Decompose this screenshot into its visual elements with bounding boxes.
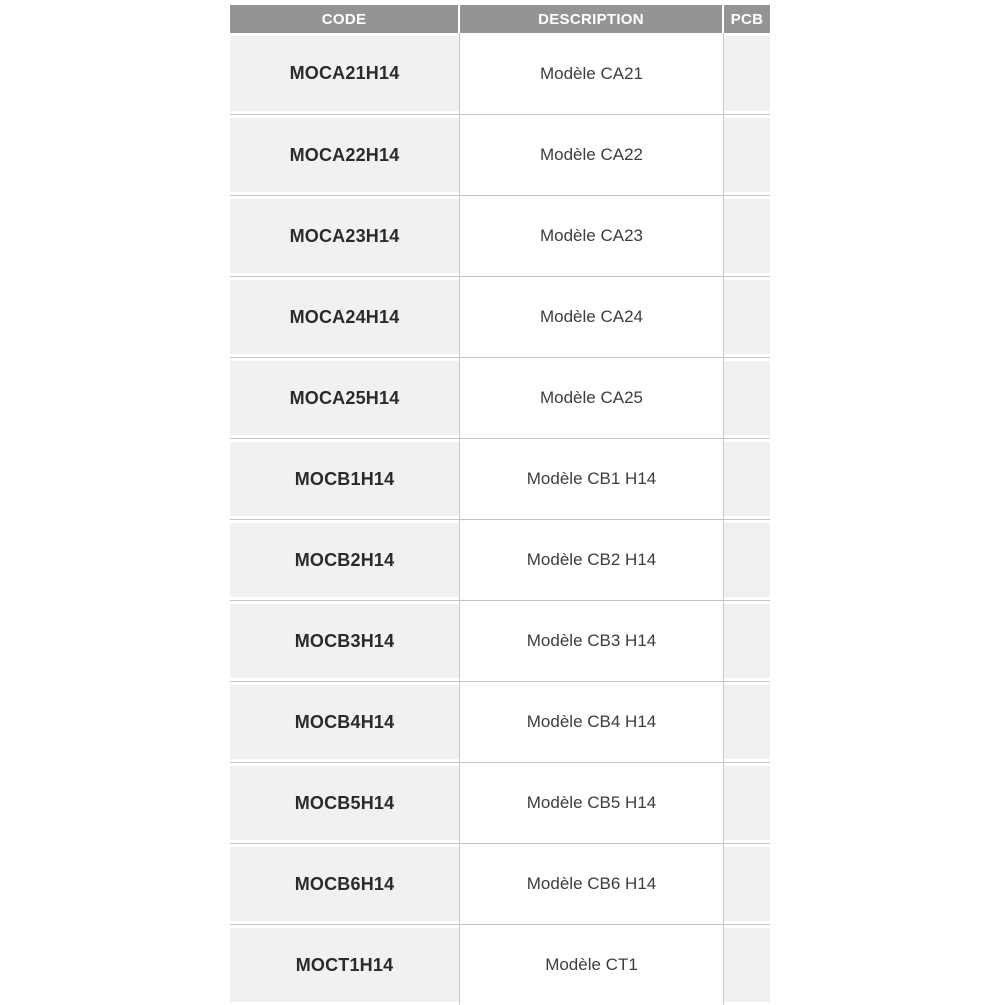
- pcb-cell: [724, 196, 770, 276]
- table-row: [230, 357, 770, 438]
- description-cell: Modèle CB5 H14: [460, 763, 724, 843]
- pcb-cell: [724, 682, 770, 762]
- code-cell: MOCB4H14: [230, 682, 460, 762]
- table-row: [230, 762, 770, 843]
- pcb-cell: [724, 601, 770, 681]
- description-cell: Modèle CB6 H14: [460, 844, 724, 924]
- code-cell: MOCB6H14: [230, 844, 460, 924]
- code-cell: MOCB3H14: [230, 601, 460, 681]
- table-row: [230, 114, 770, 195]
- description-cell: Modèle CB1 H14: [460, 439, 724, 519]
- table-header-row: [230, 5, 770, 33]
- code-cell: MOCA22H14: [230, 115, 460, 195]
- table-row: [230, 681, 770, 762]
- table-row: [230, 438, 770, 519]
- pcb-cell: [724, 925, 770, 1005]
- column-header-description: DESCRIPTION: [460, 5, 724, 33]
- table-row: [230, 843, 770, 924]
- pcb-cell: [724, 520, 770, 600]
- code-cell: MOCB2H14: [230, 520, 460, 600]
- column-header-pcb: PCB: [724, 5, 770, 33]
- pcb-cell: [724, 33, 770, 114]
- table-row: [230, 924, 770, 1005]
- column-header-code: CODE: [230, 5, 460, 33]
- description-cell: Modèle CB4 H14: [460, 682, 724, 762]
- pcb-cell: [724, 358, 770, 438]
- description-cell: Modèle CA23: [460, 196, 724, 276]
- description-cell: Modèle CA22: [460, 115, 724, 195]
- code-cell: MOCB1H14: [230, 439, 460, 519]
- pcb-cell: [724, 277, 770, 357]
- table-row: [230, 276, 770, 357]
- table-row: [230, 600, 770, 681]
- pcb-cell: [724, 439, 770, 519]
- pcb-cell: [724, 844, 770, 924]
- description-cell: Modèle CB2 H14: [460, 520, 724, 600]
- code-cell: MOCA24H14: [230, 277, 460, 357]
- code-cell: MOCA25H14: [230, 358, 460, 438]
- description-cell: Modèle CA24: [460, 277, 724, 357]
- description-cell: Modèle CA21: [460, 33, 724, 114]
- code-cell: MOCA21H14: [230, 33, 460, 114]
- description-cell: Modèle CT1: [460, 925, 724, 1005]
- table-body: [230, 33, 770, 1005]
- pcb-cell: [724, 115, 770, 195]
- code-cell: MOCA23H14: [230, 196, 460, 276]
- table-row: [230, 195, 770, 276]
- description-cell: Modèle CA25: [460, 358, 724, 438]
- table-row: [230, 33, 770, 114]
- code-cell: MOCT1H14: [230, 925, 460, 1005]
- code-cell: MOCB5H14: [230, 763, 460, 843]
- description-cell: Modèle CB3 H14: [460, 601, 724, 681]
- product-code-table: [230, 5, 770, 1005]
- pcb-cell: [724, 763, 770, 843]
- table-row: [230, 519, 770, 600]
